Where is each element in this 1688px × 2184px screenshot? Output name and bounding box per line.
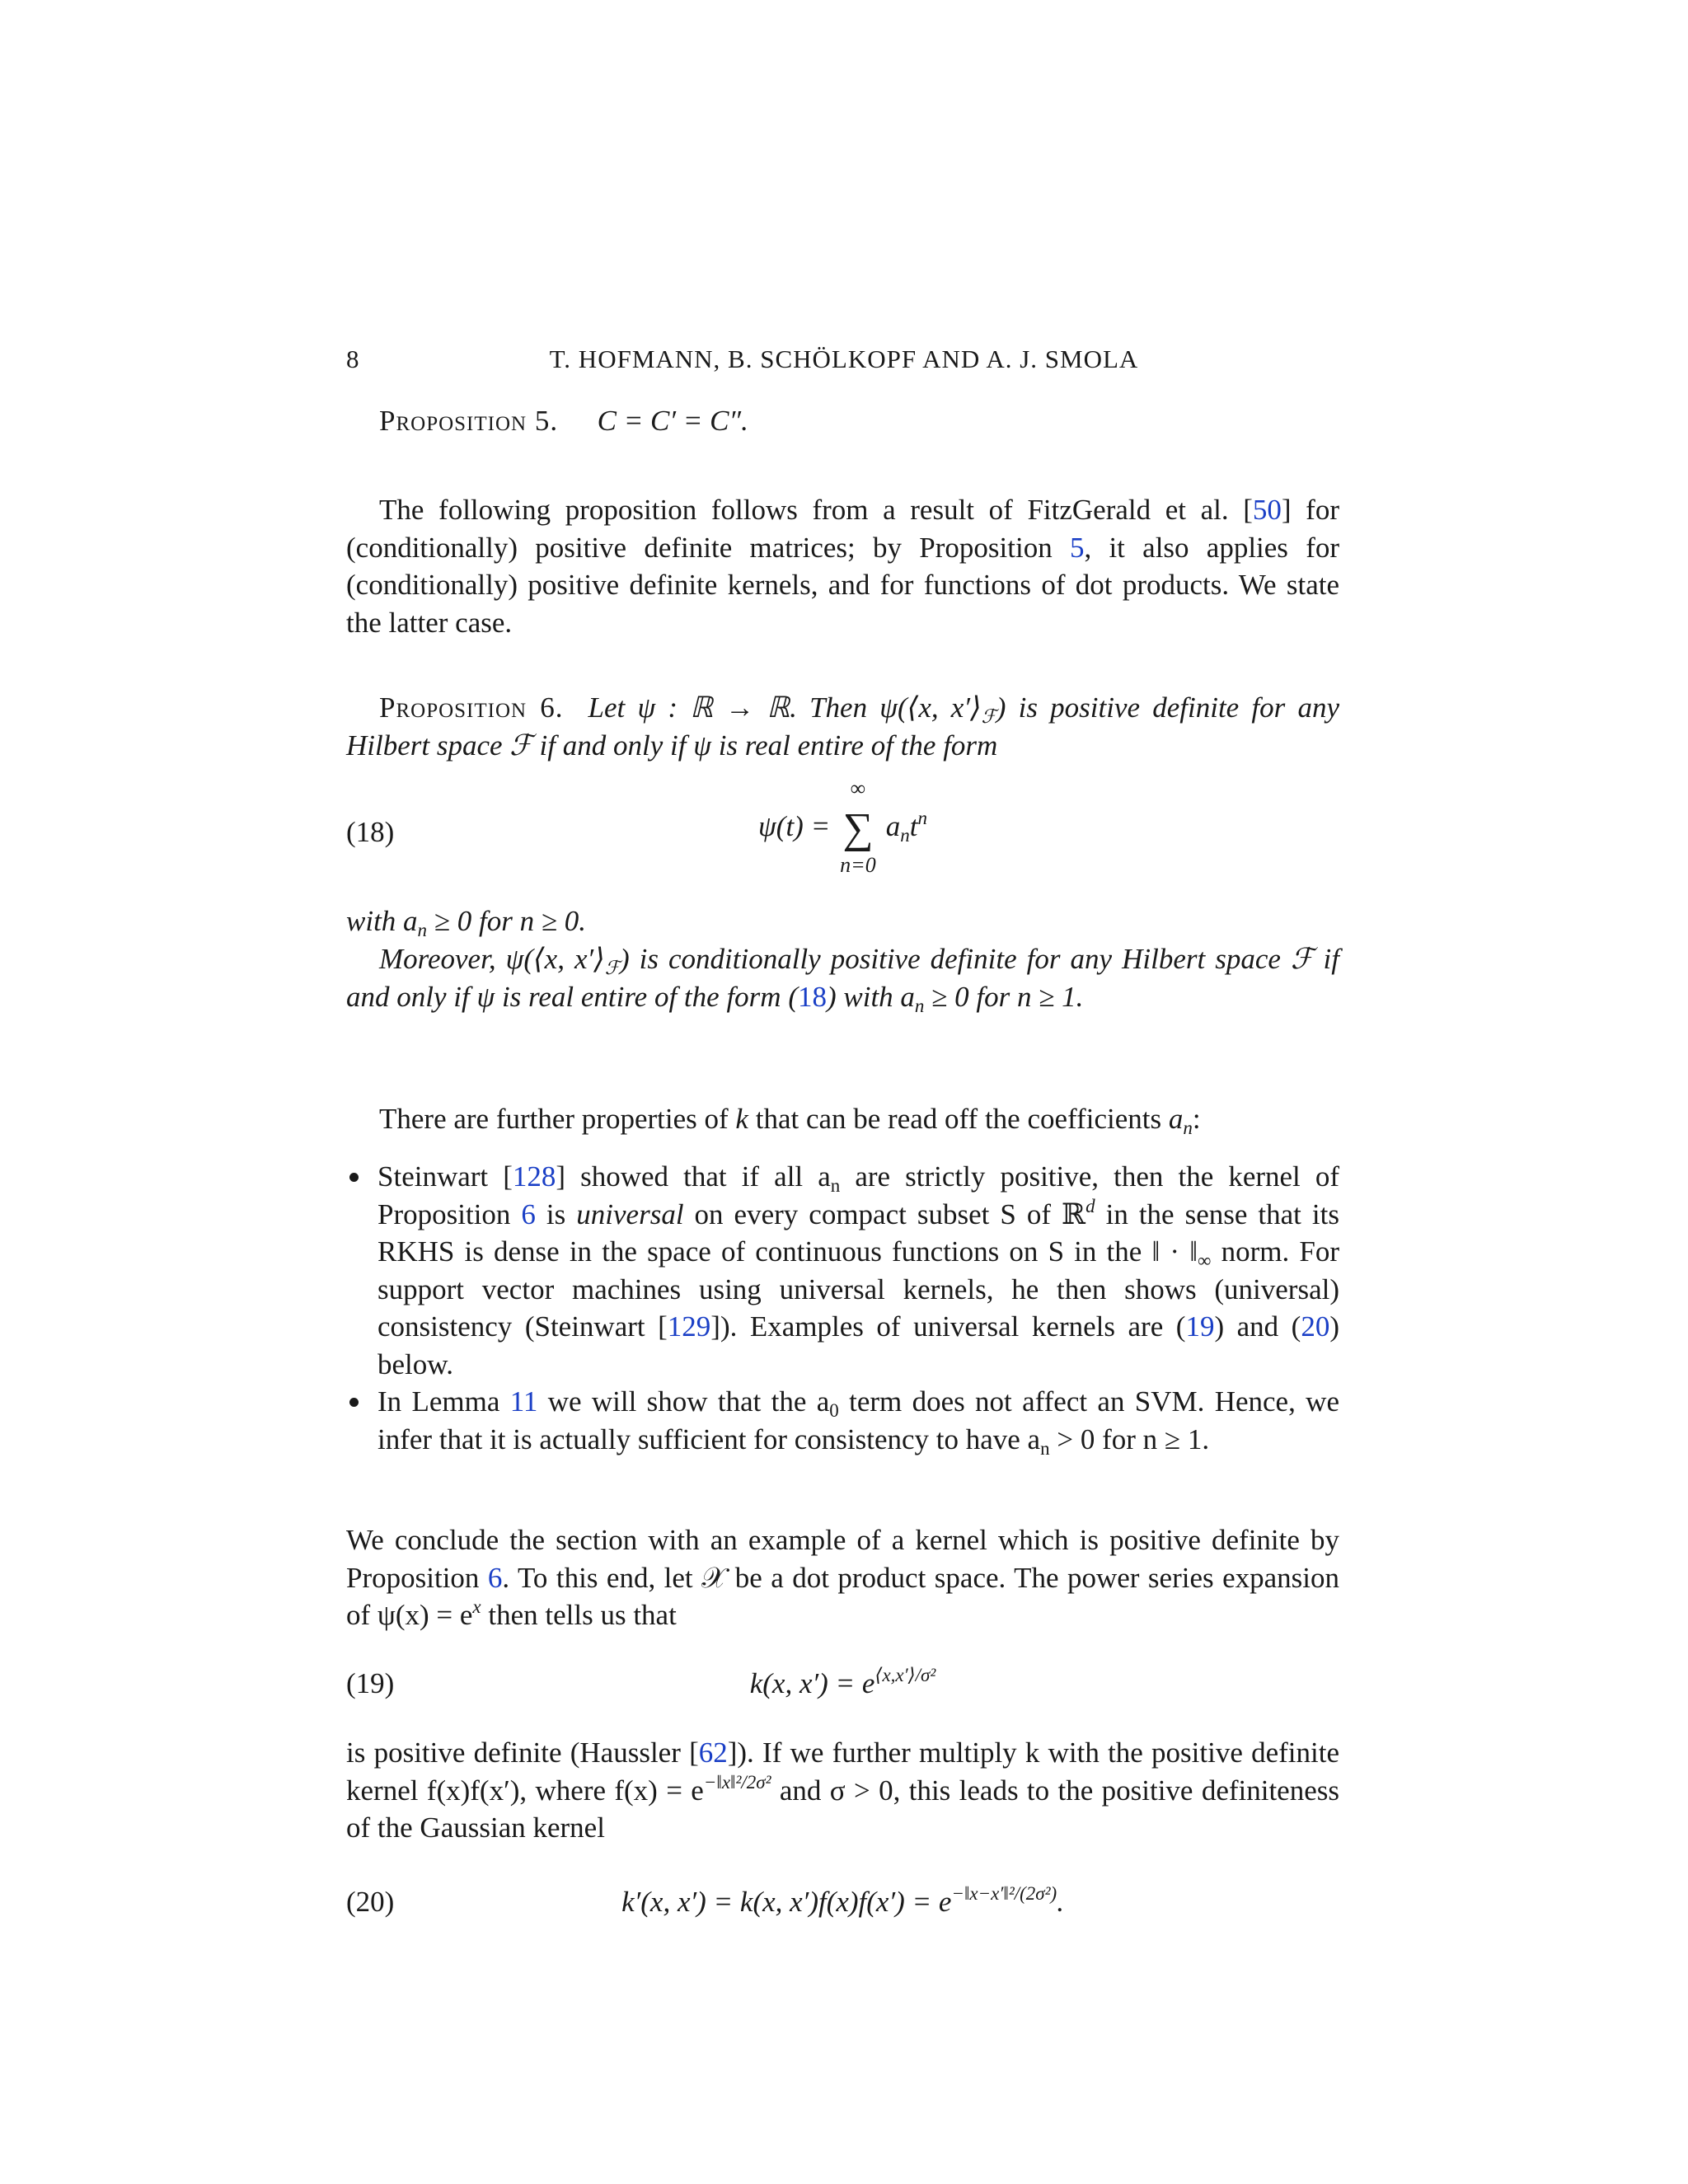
- equation-18: [346, 776, 1339, 882]
- equation-20: [346, 1883, 1339, 1927]
- bullet-icon: [349, 1173, 359, 1182]
- paragraph-properties: [346, 1100, 1339, 1138]
- text: The following proposition follows from a result of FitzGerald et al. [: [379, 494, 1253, 526]
- ref-proposition-6[interactable]: 6: [487, 1561, 503, 1594]
- paragraph-fitzgerald: [346, 491, 1339, 641]
- ref-lemma-11[interactable]: 11: [509, 1385, 538, 1418]
- text: k′(x, x′) = k(x, x′)f(x)f(x′) = e: [621, 1886, 952, 1918]
- sum-lower: n=0: [840, 853, 876, 877]
- paragraph-gaussian: [346, 1734, 1339, 1847]
- proposition-6: [346, 689, 1339, 764]
- citation-62[interactable]: 62: [698, 1736, 728, 1769]
- equation-19-number: (19): [346, 1667, 395, 1699]
- text: .: [1057, 1886, 1064, 1918]
- subscript: n: [417, 920, 428, 940]
- text: . To this end, let 𝒳 be a dot product space. The power series expansion of ψ(x) = e: [346, 1561, 1339, 1631]
- citation-50[interactable]: 50: [1252, 494, 1282, 526]
- text: ) and (: [1214, 1310, 1301, 1343]
- text: ] showed that if all a: [556, 1160, 831, 1193]
- text: ) with a: [826, 980, 915, 1013]
- subscript: n: [830, 1175, 841, 1196]
- proposition-5-statement: C = C′ = C″.: [597, 405, 748, 437]
- text: Steinwart [: [377, 1160, 513, 1193]
- text: norm. For support vector machines using universal kernels, he then shows (universal) consistency (Steinwart [: [377, 1235, 1339, 1343]
- text: and σ > 0, this leads to the positive definiteness of the Gaussian kernel: [346, 1774, 1339, 1844]
- page-number: 8: [346, 344, 359, 373]
- text: that can be read off the coefficients: [748, 1103, 1169, 1135]
- citation-129[interactable]: 129: [667, 1310, 711, 1343]
- text: ≥ 0 for n ≥ 0.: [427, 905, 587, 937]
- text: ] for (conditionally) positive definite matrices; by Proposition: [346, 494, 1339, 564]
- citation-128[interactable]: 128: [512, 1160, 556, 1193]
- text: is: [535, 1197, 577, 1230]
- equation-19-body: [346, 1667, 1339, 1700]
- equation-18-number: (18): [346, 816, 395, 848]
- text: on every compact subset S of ℝ: [683, 1197, 1086, 1230]
- proposition-5: [346, 402, 1339, 440]
- superscript: −‖x−x′‖²/(2σ²): [951, 1883, 1057, 1904]
- ref-equation-18[interactable]: 18: [797, 980, 827, 1013]
- text: :: [1192, 1103, 1201, 1135]
- text: are strictly positive, then the kernel of Proposition: [377, 1160, 1340, 1230]
- text: There are further properties of: [379, 1103, 736, 1135]
- running-title: T. HOFMANN, B. SCHÖLKOPF AND A. J. SMOLA: [549, 344, 1139, 373]
- sum-sign: ∑: [842, 805, 874, 852]
- text: k(x, x′) = e: [749, 1667, 875, 1699]
- text: Let ψ : ℝ → ℝ. Then ψ(⟨x, x′⟩: [588, 691, 982, 724]
- text: with a: [346, 905, 418, 937]
- superscript: −‖x‖²/2σ²: [703, 1771, 771, 1793]
- summation: [837, 776, 879, 877]
- text: ) is conditionally positive definite for any Hilbert space ℱ if and only if ψ is real entire of the form (: [346, 943, 1339, 1013]
- list-item: [346, 1158, 1339, 1383]
- ref-proposition-6[interactable]: 6: [521, 1197, 536, 1230]
- list-item: [346, 1383, 1339, 1458]
- proposition-6-condition: [346, 902, 1339, 940]
- ref-equation-19[interactable]: 19: [1185, 1310, 1215, 1343]
- paragraph-conclude: [346, 1521, 1339, 1634]
- proposition-5-label: Proposition 5.: [379, 405, 559, 437]
- superscript: d: [1085, 1195, 1095, 1216]
- equation-20-number: (20): [346, 1886, 395, 1918]
- subscript: n: [1040, 1437, 1050, 1459]
- ref-proposition-5[interactable]: 5: [1069, 531, 1085, 564]
- text: a: [885, 810, 901, 843]
- bullet-icon: [349, 1398, 359, 1407]
- text: term does not affect an SVM. Hence, we infer that it is actually sufficient for consistency to have a: [377, 1385, 1339, 1455]
- subscript: ℱ: [981, 706, 996, 727]
- proposition-6-label: Proposition 6.: [379, 691, 564, 724]
- text: ) below.: [377, 1310, 1339, 1380]
- sum-upper: ∞: [850, 776, 866, 800]
- subscript: ℱ: [604, 958, 620, 978]
- text: , it also applies for (conditionally) positive definite kernels, and for functions of dot products. We state the latter case.: [346, 531, 1339, 639]
- text: in the sense that its RKHS is dense in the space of continuous functions on S in the ‖ · ‖: [377, 1197, 1339, 1268]
- text: a: [1168, 1103, 1184, 1135]
- text: In Lemma: [377, 1385, 510, 1418]
- subscript: n: [900, 825, 910, 846]
- text: k: [735, 1103, 748, 1135]
- text: ψ(t) =: [758, 810, 831, 843]
- text: then tells us that: [481, 1599, 677, 1631]
- superscript: ⟨x,x′⟩/σ²: [874, 1665, 936, 1685]
- text: We conclude the section with an example of a kernel which is positive definite by Proposition: [346, 1524, 1339, 1594]
- text: t: [909, 810, 918, 843]
- proposition-6-moreover: [346, 940, 1339, 1015]
- superscript: n: [917, 808, 927, 829]
- text: we will show that the a: [537, 1385, 830, 1418]
- equation-18-body: [346, 776, 1339, 877]
- text: Moreover, ψ(⟨x, x′⟩: [379, 943, 605, 975]
- subscript: n: [1183, 1118, 1193, 1138]
- text: > 0 for n ≥ 1.: [1049, 1422, 1210, 1455]
- text: ≥ 0 for n ≥ 1.: [924, 980, 1084, 1013]
- equation-20-body: [346, 1883, 1339, 1919]
- subscript: n: [914, 995, 925, 1016]
- text: ]). Examples of universal kernels are (: [710, 1310, 1186, 1343]
- superscript: x: [472, 1596, 481, 1617]
- subscript: 0: [829, 1400, 839, 1421]
- equation-19: [346, 1667, 1339, 1708]
- subscript: ∞: [1198, 1250, 1212, 1271]
- property-list: [346, 1158, 1339, 1458]
- text: is positive definite (Haussler [: [346, 1736, 699, 1769]
- text: universal: [576, 1197, 684, 1230]
- text: ) is positive definite for any Hilbert space ℱ if and only if ψ is real entire of the form: [346, 691, 1339, 762]
- text: ]). If we further multiply k with the positive definite kernel f(x)f(x′), where f(x) = e: [346, 1736, 1339, 1807]
- ref-equation-20[interactable]: 20: [1301, 1310, 1330, 1343]
